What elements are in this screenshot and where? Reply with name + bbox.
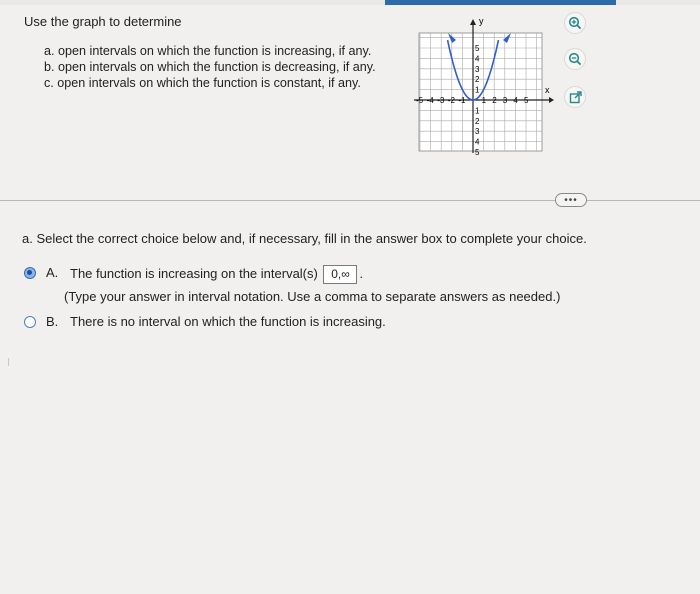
more-options-button[interactable]: ••• <box>555 193 587 207</box>
x-tick-label: -3 <box>437 96 445 105</box>
graph-background <box>419 33 542 151</box>
part-b-text: open intervals on which the function is decreasing, if any. <box>58 60 376 74</box>
y-tick-label: 2 <box>475 116 480 126</box>
y-tick-label: 1 <box>475 85 480 95</box>
choice-b-radio[interactable] <box>24 316 36 328</box>
y-axis-arrow <box>470 19 476 25</box>
part-a-letter: a. <box>44 44 55 58</box>
interval-answer-input[interactable]: 0,∞ <box>323 265 357 284</box>
choice-a-hint: (Type your answer in interval notation. Use a comma to separate answers as needed.) <box>64 289 561 304</box>
y-tick-label: 4 <box>475 137 480 147</box>
y-tick-label: 5 <box>475 148 480 155</box>
y-tick-label: 5 <box>475 44 480 53</box>
x-tick-label: -1 <box>458 96 466 105</box>
choice-a-text-after: . <box>359 265 364 281</box>
part-b-letter: b. <box>44 60 55 74</box>
y-tick-label: 3 <box>475 64 480 74</box>
part-a <box>44 43 376 59</box>
part-c-text: open intervals on which the function is constant, if any. <box>57 76 361 90</box>
zoom-out-icon <box>568 52 582 66</box>
part-c-letter: c. <box>44 76 54 90</box>
choice-b-letter: B. <box>46 314 59 329</box>
x-tick-label: -2 <box>447 96 455 105</box>
choice-a-text-before: The function is increasing on the interval(s) <box>70 265 318 281</box>
prompt-text: Use the graph to determine <box>24 14 182 29</box>
function-graph <box>412 13 557 155</box>
choice-a[interactable] <box>24 265 363 284</box>
choice-a-letter: A. <box>46 265 59 280</box>
external-link-icon <box>569 91 582 104</box>
part-c <box>44 75 376 91</box>
edge-mark <box>8 358 9 366</box>
x-tick-label: -4 <box>426 96 434 105</box>
y-tick-label: 4 <box>475 54 480 64</box>
x-tick-label: 1 <box>481 96 487 105</box>
x-tick-label: 2 <box>492 96 497 105</box>
choice-b-text: There is no interval on which the function is increasing. <box>70 314 386 329</box>
part-b <box>44 59 376 75</box>
y-tick-label: 3 <box>475 127 480 137</box>
parts-list <box>44 43 376 91</box>
x-tick-label: -5 <box>416 96 424 105</box>
part-a-text: open intervals on which the function is increasing, if any. <box>58 44 372 58</box>
zoom-out-button[interactable] <box>564 48 586 70</box>
x-tick-label: 4 <box>513 96 518 105</box>
y-tick-label: 2 <box>475 75 480 85</box>
y-axis-label: y <box>479 16 484 26</box>
x-axis-arrow <box>549 97 554 103</box>
top-strip <box>0 0 700 5</box>
popout-button[interactable] <box>564 86 586 108</box>
question-text: a. Select the correct choice below and, if necessary, fill in the answer box to complete your choice. <box>22 231 587 246</box>
x-tick-label: 5 <box>524 96 529 105</box>
y-tick-label: 1 <box>475 106 480 116</box>
zoom-in-icon <box>568 16 582 30</box>
choice-a-radio[interactable] <box>24 267 36 279</box>
choice-a-text <box>70 265 363 284</box>
x-tick-label: 3 <box>502 96 508 105</box>
zoom-in-button[interactable] <box>564 12 586 34</box>
choice-b[interactable] <box>24 314 386 329</box>
section-divider <box>0 200 700 201</box>
x-axis-label: x <box>545 85 550 95</box>
